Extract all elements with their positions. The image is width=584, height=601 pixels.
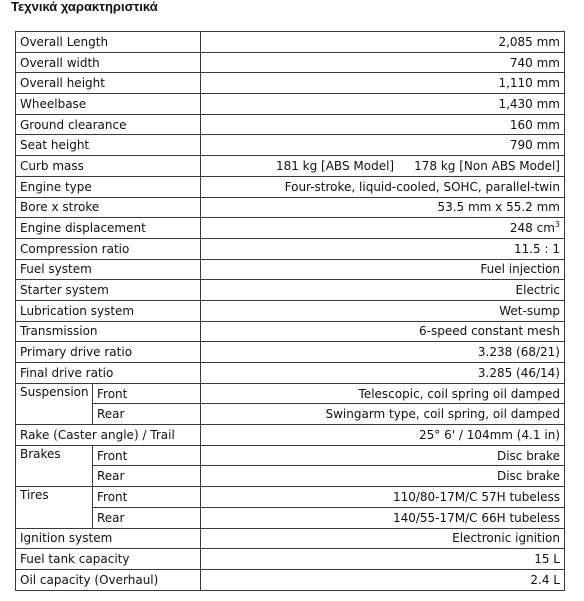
spec-value: 53.5 mm x 55.2 mm (201, 197, 565, 218)
spec-value: Fuel injection (201, 259, 565, 280)
table-row (16, 342, 565, 363)
spec-sub-label: Front (93, 383, 201, 404)
spec-label: Bore x stroke (16, 197, 201, 218)
spec-value: 790 mm (201, 135, 565, 156)
spec-group-label: Brakes (16, 445, 93, 486)
table-row (16, 32, 565, 53)
table-row (16, 549, 565, 570)
curb-mass-non-abs: 178 kg [Non ABS Model] (414, 158, 560, 173)
spec-value: 25° 6' / 104mm (4.1 in) (201, 425, 565, 446)
spec-value: Wet-sump (201, 300, 565, 321)
spec-sub-label: Front (93, 445, 201, 466)
spec-value: 1,110 mm (201, 73, 565, 94)
table-row (16, 280, 565, 301)
table-row (16, 321, 565, 342)
table-row (16, 487, 565, 508)
spec-value: 740 mm (201, 52, 565, 73)
table-row (16, 569, 565, 590)
table-row (16, 404, 565, 425)
spec-value: 2,085 mm (201, 32, 565, 53)
spec-label: Fuel system (16, 259, 201, 280)
table-row (16, 528, 565, 549)
spec-sub-label: Front (93, 487, 201, 508)
spec-sub-label: Rear (93, 507, 201, 528)
spec-value: Electronic ignition (201, 528, 565, 549)
spec-label: Overall width (16, 52, 201, 73)
spec-value: Electric (201, 280, 565, 301)
table-row (16, 176, 565, 197)
spec-value: Disc brake (201, 445, 565, 466)
spec-value: Swingarm type, coil spring, oil damped (201, 404, 565, 425)
table-row (16, 466, 565, 487)
table-row (16, 114, 565, 135)
spec-value: 2.4 L (201, 569, 565, 590)
spec-label: Engine displacement (16, 218, 201, 239)
table-row (16, 73, 565, 94)
table-row (16, 218, 565, 239)
displacement-value: 248 cm (509, 221, 555, 236)
spec-sub-label: Rear (93, 404, 201, 425)
spec-value (201, 156, 565, 177)
spec-value: 6-speed constant mesh (201, 321, 565, 342)
spec-label: Starter system (16, 280, 201, 301)
spec-value: Four-stroke, liquid-cooled, SOHC, parallel-twin (201, 176, 565, 197)
spec-label: Transmission (16, 321, 201, 342)
table-row (16, 94, 565, 115)
spec-value: 140/55-17M/C 66H tubeless (201, 507, 565, 528)
spec-value: 110/80-17M/C 57H tubeless (201, 487, 565, 508)
spec-label: Lubrication system (16, 300, 201, 321)
table-row (16, 507, 565, 528)
table-row (16, 52, 565, 73)
spec-label: Rake (Caster angle) / Trail (16, 425, 201, 446)
spec-value: 160 mm (201, 114, 565, 135)
spec-label: Ignition system (16, 528, 201, 549)
spec-group-label: Tires (16, 487, 93, 528)
table-row (16, 238, 565, 259)
spec-value: Telescopic, coil spring oil damped (201, 383, 565, 404)
spec-value: 15 L (201, 549, 565, 570)
table-row (16, 363, 565, 384)
displacement-unit-exponent: 3 (554, 220, 560, 230)
table-row (16, 135, 565, 156)
table-row (16, 425, 565, 446)
spec-label: Compression ratio (16, 238, 201, 259)
spec-label: Overall Length (16, 32, 201, 53)
page-title: Τεχνικά χαρακτηριστικά (11, 0, 158, 14)
table-row (16, 383, 565, 404)
table-row (16, 259, 565, 280)
spec-group-label: Suspension (16, 383, 93, 424)
spec-value: 11.5 : 1 (201, 238, 565, 259)
spec-label: Engine type (16, 176, 201, 197)
table-row (16, 300, 565, 321)
spec-value: 3.285 (46/14) (201, 363, 565, 384)
spec-label: Ground clearance (16, 114, 201, 135)
table-row (16, 156, 565, 177)
curb-mass-abs: 181 kg [ABS Model] (275, 158, 395, 173)
spec-label: Seat height (16, 135, 201, 156)
spec-label: Overall height (16, 73, 201, 94)
spec-label: Fuel tank capacity (16, 549, 201, 570)
spec-label: Primary drive ratio (16, 342, 201, 363)
spec-value: Disc brake (201, 466, 565, 487)
spec-label: Curb mass (16, 156, 201, 177)
spec-label: Wheelbase (16, 94, 201, 115)
spec-label: Oil capacity (Overhaul) (16, 569, 201, 590)
spec-label: Final drive ratio (16, 363, 201, 384)
spec-value: 1,430 mm (201, 94, 565, 115)
spec-value (201, 218, 565, 239)
table-row (16, 445, 565, 466)
spec-sub-label: Rear (93, 466, 201, 487)
spec-value: 3.238 (68/21) (201, 342, 565, 363)
table-row (16, 197, 565, 218)
specifications-table (15, 31, 565, 591)
